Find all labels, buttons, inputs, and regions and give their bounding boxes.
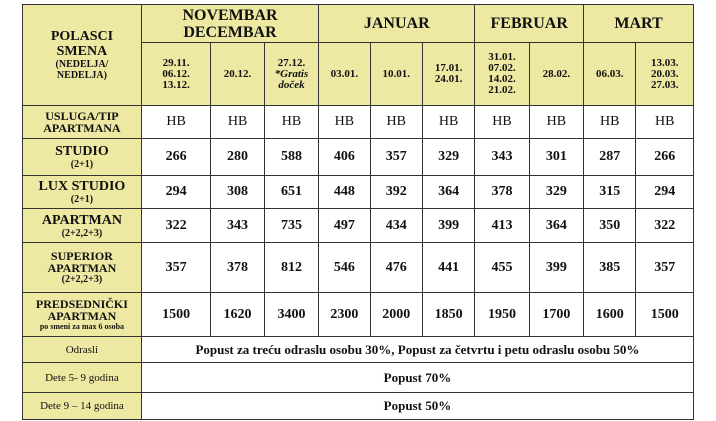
table-cell: 294 [141,176,211,209]
table-cell: 1700 [529,293,583,337]
row-label-line: LUX STUDIO [38,179,126,194]
table-cell: 308 [211,176,264,209]
month-januar [319,5,475,43]
date-line: 21.02. [488,84,516,96]
table-cell: 280 [211,139,264,176]
date-line: 27.12. [277,56,306,69]
table-cell: 343 [475,139,529,176]
table-cell: 441 [422,243,474,293]
date-line: 13.03. [650,56,679,69]
table-cell: 455 [475,243,529,293]
date-cell [264,43,318,106]
month-februar [475,5,584,43]
date-cell [636,43,694,106]
table-cell: 651 [264,176,318,209]
date-cell [370,43,422,106]
table-cell: HB [529,106,583,139]
row-label-predsednicki-apartman [23,293,142,337]
date-line: 07.02. [488,62,516,74]
table-cell: HB [636,106,694,139]
month-label: FEBRUAR [490,15,568,32]
row-label-line: APARTMAN [47,261,117,275]
corner-header [23,5,142,106]
row-label-note: po smeni za max 6 osoba [39,322,125,331]
month-novembar-decembar [141,5,318,43]
table-cell: 1620 [211,293,264,337]
table-cell: 434 [370,209,422,243]
row-label-line: SUPERIOR [50,249,113,263]
table-cell: HB [264,106,318,139]
table-cell: 315 [584,176,636,209]
table-cell: 497 [319,209,370,243]
table-row [23,139,694,176]
table-cell: HB [422,106,474,139]
discount-label: Odrasli [23,337,142,363]
row-label-sub: (2+1) [70,159,94,170]
date-line: 29.11. [162,56,190,69]
date-cell [422,43,474,106]
date-line: 20.12. [223,67,252,80]
month-header-row [23,5,694,43]
date-cell [211,43,264,106]
discount-row [23,393,694,420]
table-cell: 1500 [141,293,211,337]
date-cell [141,43,211,106]
table-cell: 812 [264,243,318,293]
discount-text: Popust za treću odraslu osobu 30%, Popust za četvrtu i petu odraslu osobu 50% [141,337,693,363]
table-cell: 350 [584,209,636,243]
table-cell: 357 [370,139,422,176]
row-label-line: APARTMAN [41,212,122,228]
table-cell: HB [475,106,529,139]
row-label-superior-apartman [23,243,142,293]
table-row [23,293,694,337]
discount-text: Popust 70% [141,363,693,393]
table-cell: HB [211,106,264,139]
table-cell: 413 [475,209,529,243]
month-mart [584,5,694,43]
date-cell [584,43,636,106]
month-label: DECEMBAR [183,23,277,41]
table-cell: 1500 [636,293,694,337]
month-label: NOVEMBAR [182,6,278,24]
row-label-line: APARTMAN [47,309,117,323]
table-cell: 2000 [370,293,422,337]
table-cell: 266 [141,139,211,176]
row-label-line: PREDSEDNIČKI [35,297,128,311]
date-line: 24.01. [434,73,463,85]
table-row [23,243,694,293]
table-cell: 364 [422,176,474,209]
corner-sub-line2: NEDELJA) [56,70,107,81]
table-cell: 588 [264,139,318,176]
discount-label: Dete 5- 9 godina [23,363,142,393]
corner-title-line2: SMENA [56,44,108,59]
table-cell: 448 [319,176,370,209]
gratis-note: *Gratis [274,67,309,80]
row-label-sub: (2+2,2+3) [61,274,103,285]
date-cell [319,43,370,106]
discount-text: Popust 50% [141,393,693,420]
table-cell: 2300 [319,293,370,337]
table-cell: 1850 [422,293,474,337]
table-cell: HB [370,106,422,139]
date-line: 31.01. [488,51,516,63]
row-label-apartman [23,209,142,243]
table-cell: 301 [529,139,583,176]
date-line: 27.03. [650,78,679,91]
row-label-line: APARTMANA [43,121,121,135]
date-line: 20.03. [650,67,679,80]
date-line: 03.01. [330,67,359,80]
date-line: 28.02. [542,67,571,80]
table-cell: 287 [584,139,636,176]
table-cell: 266 [636,139,694,176]
table-cell: 329 [422,139,474,176]
date-line: 10.01. [382,67,410,80]
row-label-line: USLUGA/TIP [45,109,119,123]
table-cell: 385 [584,243,636,293]
table-cell: 329 [529,176,583,209]
table-cell: 1950 [475,293,529,337]
table-cell: 406 [319,139,370,176]
table-row [23,209,694,243]
table-row [23,176,694,209]
table-cell: 546 [319,243,370,293]
table-cell: 392 [370,176,422,209]
table-cell: 364 [529,209,583,243]
table-cell: 357 [636,243,694,293]
table-cell: HB [319,106,370,139]
table-cell: HB [141,106,211,139]
table-cell: 3400 [264,293,318,337]
table-cell: 735 [264,209,318,243]
row-label-sub: (2+1) [70,194,94,205]
corner-sub-line1: (NEDELJA/ [55,59,109,70]
table-cell: 399 [422,209,474,243]
table-cell: 357 [141,243,211,293]
date-cell [475,43,529,106]
row-label-lux-studio [23,176,142,209]
table-cell: HB [584,106,636,139]
month-label: JANUAR [363,15,430,32]
date-line: 13.12. [162,78,190,91]
table-cell: 1600 [584,293,636,337]
date-line: 06.12. [162,67,190,80]
date-cell [529,43,583,106]
corner-title-line1: POLASCI [50,29,114,44]
table-cell: 343 [211,209,264,243]
row-label-studio [23,139,142,176]
table-cell: 322 [141,209,211,243]
table-cell: 294 [636,176,694,209]
discount-row [23,337,694,363]
table-cell: 378 [211,243,264,293]
price-table [22,4,694,420]
table-row [23,106,694,139]
discount-row [23,363,694,393]
table-cell: 378 [475,176,529,209]
date-line: 14.02. [488,73,516,85]
table-cell: 399 [529,243,583,293]
gratis-note: doček [278,78,305,91]
month-label: MART [614,15,663,32]
date-line: 06.03. [596,67,624,80]
discount-label: Dete 9 – 14 godina [23,393,142,420]
table-cell: 322 [636,209,694,243]
row-label-sub: (2+2,2+3) [61,227,103,239]
date-line: 17.01. [434,62,463,74]
row-label-line: STUDIO [55,144,109,159]
table-cell: 476 [370,243,422,293]
row-label-usluga [23,106,142,139]
